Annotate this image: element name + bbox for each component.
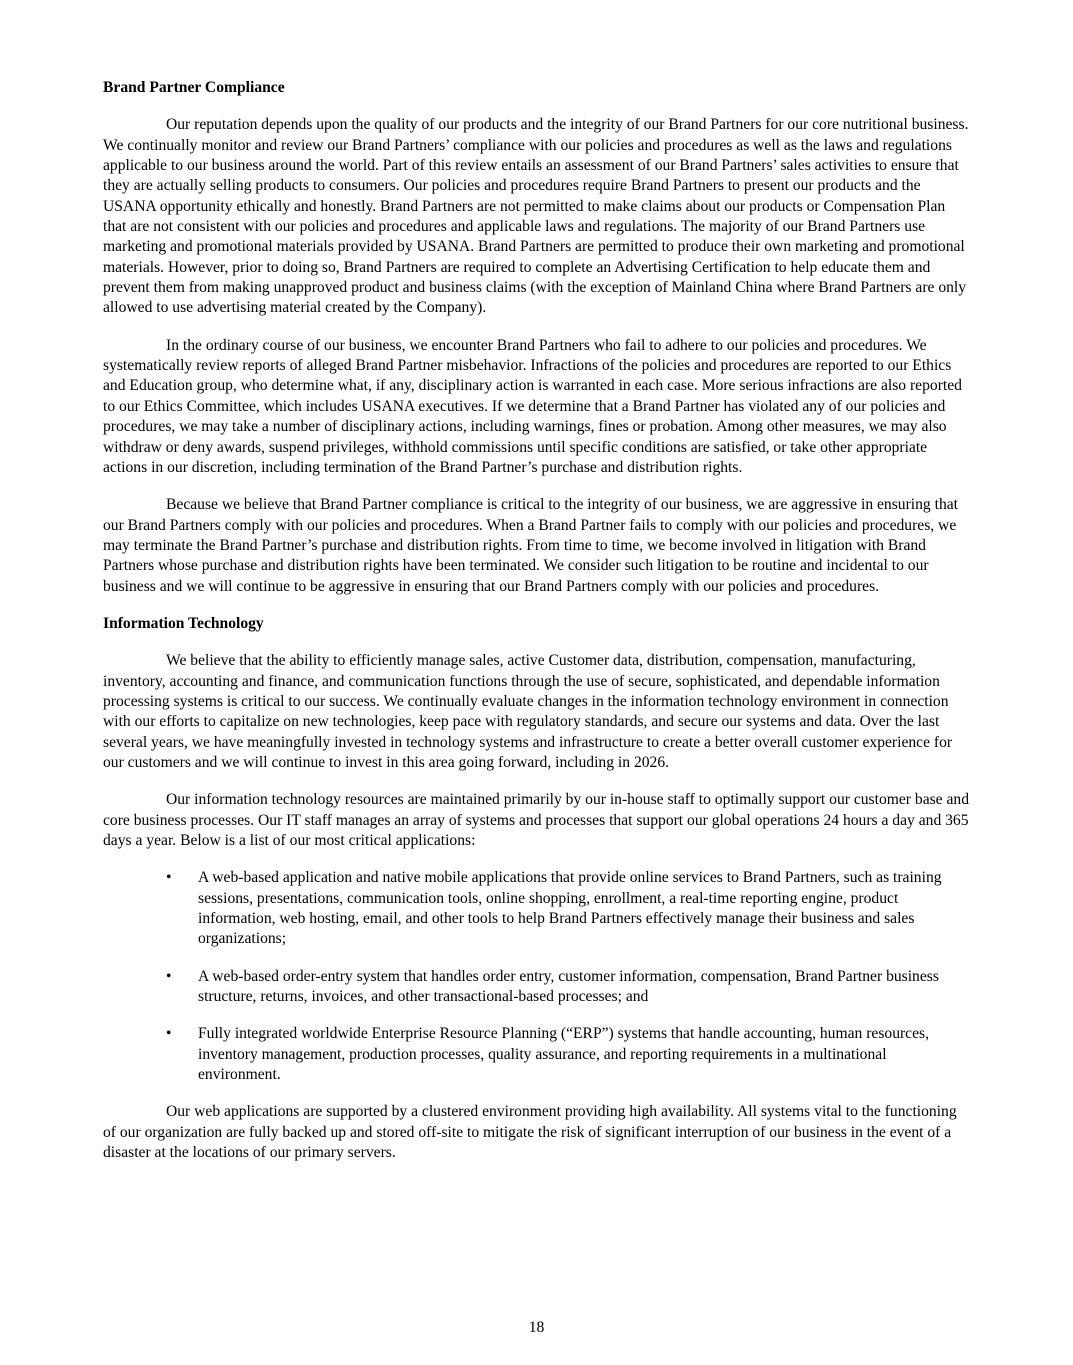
bullet-icon: • — [166, 967, 172, 985]
bullet-icon: • — [166, 1025, 172, 1043]
section-information-technology — [103, 614, 971, 1164]
paragraph: In the ordinary course of our business, we encounter Brand Partners who fail to adhere to our policies and procedures. We systematically review reports of alleged Brand Partner misbehavior. Infractions of the policies and procedures are reported to our Ethics and Education group, who determine what, if any, disciplinary action is warranted in each case. More serious infractions are also reported to our Ethics Committee, which includes USANA executives. If we determine that a Brand Partner has violated any of our policies and procedures, we may take a number of disciplinary actions, including warnings, fines or probation. Among other measures, we may also withdraw or deny awards, suspend privileges, withhold commissions until specific conditions are satisfied, or take other appropriate actions in our discretion, including termination of the Brand Partner’s purchase and distribution rights. — [103, 336, 962, 476]
list-item-text: A web-based application and native mobile applications that provide online services to Brand Partners, such as training sessions, presentations, communication tools, online shopping, enrollment, a real-time reporting engine, product information, web hosting, email, and other tools to help Brand Partners effectively manage their business and sales organizations; — [198, 869, 942, 948]
list-item — [103, 967, 971, 1008]
list-item — [103, 868, 971, 949]
list-item — [103, 1024, 971, 1085]
critical-applications-list — [103, 868, 971, 1085]
paragraph: We believe that the ability to efficiently manage sales, active Customer data, distribution, compensation, manufacturing, inventory, accounting and finance, and communication functions through the use of secure, sophisticated, and dependable information processing systems is critical to our success. We continually evaluate changes in the information technology environment in connection with our efforts to capitalize on new technologies, keep pace with regulatory standards, and secure our systems and data. Over the last several years, we have meaningfully invested in technology systems and infrastructure to create a better overall customer experience for our customers and we will continue to invest in this area going forward, including in 2026. — [103, 652, 953, 771]
paragraph: Because we believe that Brand Partner compliance is critical to the integrity of our business, we are aggressive in ensuring that our Brand Partners comply with our policies and procedures. When a Brand Partner fails to comply with our policies and procedures, we may terminate the Brand Partner’s purchase and distribution rights. From time to time, we become involved in litigation with Brand Partners whose purchase and distribution rights have been terminated. We consider such litigation to be routine and incidental to our business and we will continue to be aggressive in ensuring that our Brand Partners comply with our policies and procedures. — [103, 496, 958, 595]
paragraph: Our web applications are supported by a clustered environment providing high availability. All systems vital to the functioning of our organization are fully backed up and stored off-site to mitigate the risk of significant interruption of our business in the event of a disaster at the locations of our primary servers. — [103, 1103, 957, 1162]
list-item-text: A web-based order-entry system that handles order entry, customer information, compensation, Brand Partner business structure, returns, invoices, and other transactional-based processes; and — [198, 967, 939, 1006]
section-heading: Brand Partner Compliance — [103, 79, 285, 96]
list-item-text: Fully integrated worldwide Enterprise Resource Planning (“ERP”) systems that handle accounting, human resources, inventory management, production processes, quality assurance, and reporting requirements in a multinational environment. — [198, 1025, 929, 1084]
section-heading: Information Technology — [103, 614, 264, 632]
paragraph: Our information technology resources are maintained primarily by our in-house staff to optimally support our customer base and core business processes. Our IT staff manages an array of systems and processes that support our global operations 24 hours a day and 365 days a year. Below is a list of our most critical applications: — [103, 791, 970, 849]
bullet-icon: • — [166, 869, 172, 887]
page-number: 18 — [528, 1319, 545, 1336]
section-brand-partner-compliance — [103, 78, 971, 597]
paragraph: Our reputation depends upon the quality of our products and the integrity of our Brand Partners for our core nutritional business. We continually monitor and review our Brand Partners’ compliance with our policies and procedures as well as the laws and regulations applicable to our business around the world. Part of this review entails an assessment of our Brand Partners’ sales activities to ensure that they are actually selling products to consumers. Our policies and procedures require Brand Partners to present our products and the USANA opportunity ethically and honestly. Brand Partners are not permitted to make claims about our products or Compensation Plan that are not consistent with our policies and procedures and applicable laws and regulations. The majority of our Brand Partners use marketing and promotional materials provided by USANA. Brand Partners are permitted to produce their own marketing and promotional materials. However, prior to doing so, Brand Partners are required to complete an Advertising Certification to help educate them and prevent them from making unapproved product and business claims (with the exception of Mainland China where Brand Partners are only allowed to use advertising material created by the Company). — [103, 116, 969, 317]
document-page — [103, 78, 971, 1163]
